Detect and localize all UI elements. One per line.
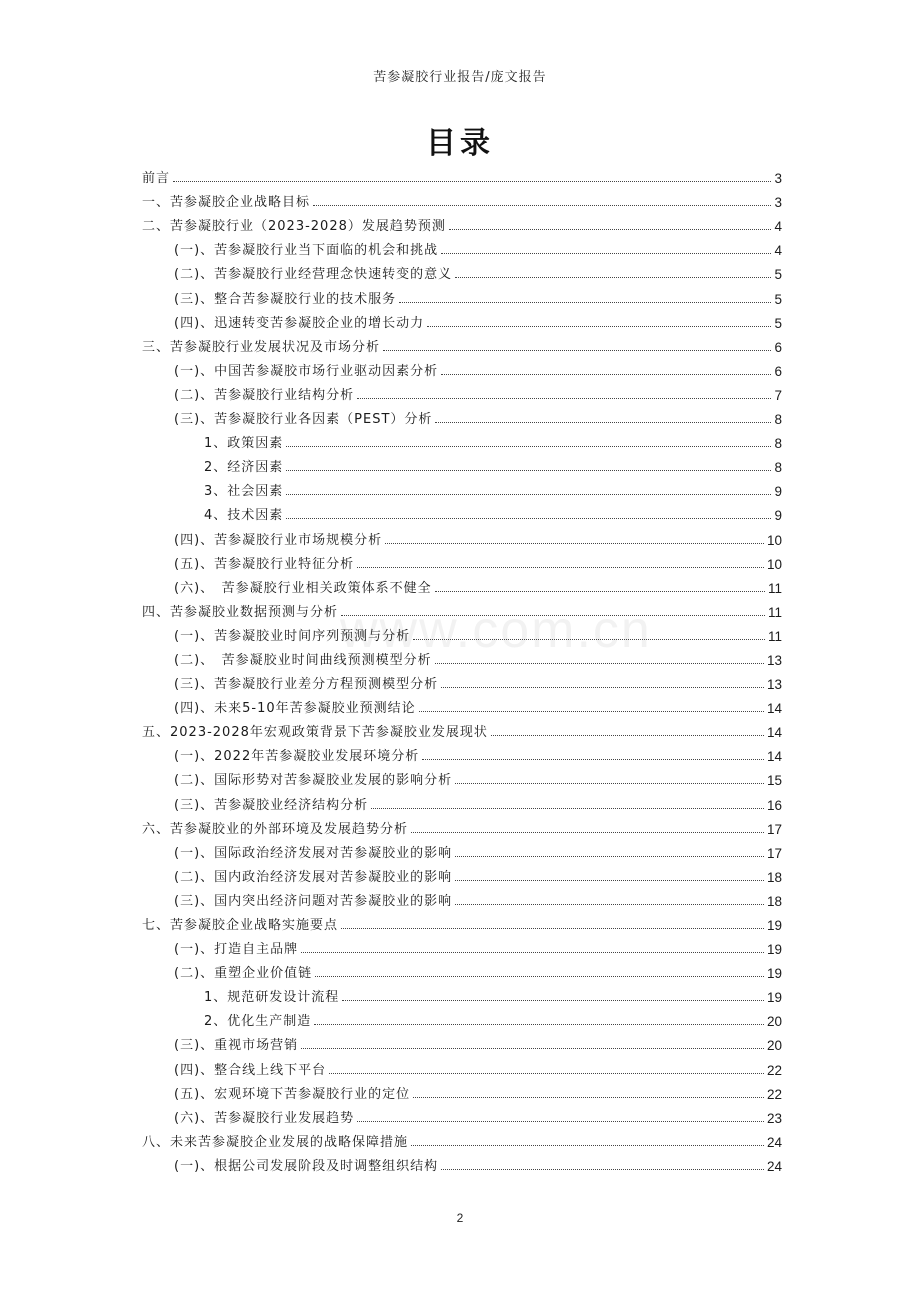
- toc-entry-page: 3: [774, 171, 782, 187]
- toc-entry[interactable]: [142, 740, 782, 764]
- watermark: www.com.cn: [340, 601, 652, 659]
- toc-entry[interactable]: [142, 307, 782, 331]
- toc-dot-leader: [314, 1024, 764, 1025]
- toc-entry[interactable]: [142, 788, 782, 812]
- toc-entry-label: 1、政策因素: [204, 436, 284, 452]
- toc-entry[interactable]: [142, 620, 782, 644]
- toc-entry[interactable]: [142, 258, 782, 282]
- toc-entry-label: (六)、苦参凝胶行业发展趋势: [174, 1110, 355, 1126]
- toc-entry[interactable]: [142, 186, 782, 210]
- toc-entry-label: (一)、打造自主品牌: [174, 942, 299, 958]
- toc-entry-label: 4、技术因素: [204, 508, 284, 524]
- toc-entry-page: 10: [766, 532, 782, 548]
- toc-entry-page: 17: [766, 821, 782, 837]
- toc-entry-label: (三)、苦参凝胶业经济结构分析: [174, 797, 369, 813]
- toc-entry[interactable]: [142, 427, 782, 451]
- toc-dot-leader: [301, 952, 764, 953]
- toc-dot-leader: [313, 205, 771, 206]
- toc-dot-leader: [455, 880, 764, 881]
- toc-entry-page: 5: [774, 315, 782, 331]
- toc-dot-leader: [286, 494, 771, 495]
- toc-entry-page: 18: [766, 869, 782, 885]
- toc-dot-leader: [315, 976, 764, 977]
- toc-entry-page: 19: [766, 942, 782, 958]
- toc-entry-label: (一)、根据公司发展阶段及时调整组织结构: [174, 1158, 439, 1174]
- toc-dot-leader: [342, 1000, 764, 1001]
- toc-entry[interactable]: [142, 1005, 782, 1029]
- toc-entry-page: 8: [774, 460, 782, 476]
- toc-dot-leader: [329, 1073, 764, 1074]
- toc-entry-page: 6: [774, 363, 782, 379]
- toc-dot-leader: [441, 374, 771, 375]
- toc-dot-leader: [449, 229, 772, 230]
- toc-entry[interactable]: [142, 1126, 782, 1150]
- toc-entry[interactable]: [142, 1102, 782, 1126]
- toc-entry-label: 前言: [142, 171, 171, 187]
- toc-entry-label: (四)、整合线上线下平台: [174, 1062, 327, 1078]
- toc-entry-page: 22: [766, 1086, 782, 1102]
- toc-entry[interactable]: [142, 234, 782, 258]
- toc-entry-label: (一)、苦参凝胶行业当下面临的机会和挑战: [174, 243, 439, 259]
- toc-entry[interactable]: [142, 499, 782, 523]
- toc-entry[interactable]: [142, 451, 782, 475]
- toc-entry-label: (五)、苦参凝胶行业特征分析: [174, 556, 355, 572]
- toc-entry[interactable]: [142, 981, 782, 1005]
- toc-entry-label: (四)、苦参凝胶行业市场规模分析: [174, 532, 383, 548]
- toc-entry-label: 八、未来苦参凝胶企业发展的战略保障措施: [142, 1134, 409, 1150]
- toc-entry-page: 4: [774, 243, 782, 259]
- toc-entry-page: 14: [766, 701, 782, 717]
- toc-dot-leader: [371, 808, 764, 809]
- toc-entry[interactable]: [142, 668, 782, 692]
- toc-entry[interactable]: [142, 403, 782, 427]
- toc-entry-page: 13: [766, 652, 782, 668]
- toc-dot-leader: [435, 591, 765, 592]
- toc-entry-page: 8: [774, 412, 782, 428]
- toc-entry[interactable]: [142, 644, 782, 668]
- toc-entry[interactable]: [142, 548, 782, 572]
- toc-entry-label: (六)、 苦参凝胶行业相关政策体系不健全: [174, 580, 432, 596]
- toc-entry-label: (三)、国内突出经济问题对苦参凝胶业的影响: [174, 893, 453, 909]
- toc-entry[interactable]: [142, 596, 782, 620]
- toc-dot-leader: [435, 422, 771, 423]
- toc-entry-page: 24: [766, 1158, 782, 1174]
- toc-entry[interactable]: [142, 885, 782, 909]
- toc-entry-label: (二)、国内政治经济发展对苦参凝胶业的影响: [174, 869, 453, 885]
- toc-entry[interactable]: [142, 1053, 782, 1077]
- toc-entry[interactable]: [142, 162, 782, 186]
- toc-entry-page: 15: [766, 773, 782, 789]
- toc-dot-leader: [441, 253, 771, 254]
- toc-dot-leader: [385, 543, 764, 544]
- toc-entry-label: (一)、国际政治经济发展对苦参凝胶业的影响: [174, 845, 453, 861]
- toc-entry-label: (二)、苦参凝胶行业结构分析: [174, 387, 355, 403]
- toc-dot-leader: [455, 904, 764, 905]
- toc-entry-page: 8: [774, 436, 782, 452]
- toc-entry-label: (三)、苦参凝胶行业各因素（PEST）分析: [174, 412, 433, 428]
- toc-dot-leader: [411, 1145, 764, 1146]
- toc-entry-page: 10: [766, 556, 782, 572]
- toc-dot-leader: [357, 567, 764, 568]
- toc-entry[interactable]: [142, 475, 782, 499]
- toc-entry-page: 14: [766, 749, 782, 765]
- toc-entry-page: 16: [766, 797, 782, 813]
- toc-entry-page: 11: [767, 628, 782, 644]
- toc-entry[interactable]: [142, 1150, 782, 1174]
- toc-entry-label: 二、苦参凝胶行业（2023-2028）发展趋势预测: [142, 219, 446, 235]
- toc-entry[interactable]: [142, 523, 782, 547]
- toc-dot-leader: [286, 446, 771, 447]
- table-of-contents: [142, 162, 782, 1174]
- toc-entry-page: 5: [774, 291, 782, 307]
- toc-entry[interactable]: [142, 210, 782, 234]
- toc-dot-leader: [413, 639, 765, 640]
- toc-entry-page: 13: [766, 677, 782, 693]
- toc-dot-leader: [357, 398, 771, 399]
- page-title: 目录: [426, 126, 494, 161]
- toc-dot-leader: [455, 856, 764, 857]
- toc-entry-label: (二)、苦参凝胶行业经营理念快速转变的意义: [174, 267, 453, 283]
- toc-entry[interactable]: [142, 1029, 782, 1053]
- toc-entry-label: (一)、苦参凝胶业时间序列预测与分析: [174, 628, 411, 644]
- toc-entry-page: 9: [774, 508, 782, 524]
- toc-entry-page: 4: [774, 219, 782, 235]
- toc-dot-leader: [455, 783, 764, 784]
- toc-dot-leader: [427, 326, 771, 327]
- toc-entry-label: 五、2023-2028年宏观政策背景下苦参凝胶业发展现状: [142, 725, 488, 741]
- toc-entry-label: (一)、2022年苦参凝胶业发展环境分析: [174, 749, 420, 765]
- toc-entry-label: 1、规范研发设计流程: [204, 990, 340, 1006]
- toc-entry-page: 19: [766, 966, 782, 982]
- toc-entry-page: 19: [766, 918, 782, 933]
- toc-entry-page: 14: [766, 725, 782, 741]
- toc-entry-label: 六、苦参凝胶业的外部环境及发展趋势分析: [142, 821, 409, 837]
- toc-entry-page: 11: [767, 604, 782, 620]
- toc-entry-page: 9: [774, 484, 782, 500]
- toc-entry-label: (四)、迅速转变苦参凝胶企业的增长动力: [174, 315, 425, 331]
- toc-entry-label: (五)、宏观环境下苦参凝胶行业的定位: [174, 1086, 411, 1102]
- toc-dot-leader: [491, 735, 764, 736]
- toc-entry[interactable]: [142, 692, 782, 716]
- toc-entry-page: 19: [766, 990, 782, 1006]
- toc-entry[interactable]: [142, 933, 782, 957]
- toc-dot-leader: [357, 1121, 764, 1122]
- toc-entry-page: 11: [767, 580, 782, 596]
- toc-entry-label: (一)、中国苦参凝胶市场行业驱动因素分析: [174, 363, 439, 379]
- toc-entry-page: 3: [774, 195, 782, 211]
- toc-entry[interactable]: [142, 909, 782, 933]
- toc-entry[interactable]: [142, 379, 782, 403]
- toc-dot-leader: [455, 277, 771, 278]
- toc-entry[interactable]: [142, 716, 782, 740]
- toc-entry-page: 7: [774, 387, 782, 403]
- toc-dot-leader: [286, 470, 771, 471]
- toc-entry[interactable]: [142, 813, 782, 837]
- toc-dot-leader: [301, 1048, 764, 1049]
- toc-entry-label: (四)、未来5-10年苦参凝胶业预测结论: [174, 701, 416, 717]
- toc-dot-leader: [441, 1169, 764, 1170]
- page-number: 2: [456, 1211, 464, 1225]
- toc-entry-label: 3、社会因素: [204, 484, 284, 500]
- toc-dot-leader: [286, 518, 771, 519]
- toc-entry[interactable]: [142, 572, 782, 596]
- toc-entry[interactable]: [142, 837, 782, 861]
- toc-entry-page: 22: [766, 1062, 782, 1078]
- page-header: 苦参凝胶行业报告/庞文报告: [373, 70, 547, 85]
- toc-entry-label: (二)、国际形势对苦参凝胶业发展的影响分析: [174, 773, 453, 789]
- toc-entry-label: 2、优化生产制造: [204, 1014, 312, 1030]
- toc-entry-label: 一、苦参凝胶企业战略目标: [142, 195, 311, 211]
- toc-entry-label: (三)、苦参凝胶行业差分方程预测模型分析: [174, 677, 439, 693]
- toc-entry-page: 17: [766, 845, 782, 861]
- toc-dot-leader: [441, 687, 764, 688]
- toc-entry-label: (三)、重视市场营销: [174, 1038, 299, 1054]
- toc-entry-page: 5: [774, 267, 782, 283]
- toc-entry[interactable]: [142, 1078, 782, 1102]
- toc-dot-leader: [399, 302, 771, 303]
- toc-entry-page: 18: [766, 893, 782, 909]
- toc-dot-leader: [383, 350, 771, 351]
- toc-entry[interactable]: [142, 764, 782, 788]
- toc-dot-leader: [435, 663, 764, 664]
- toc-dot-leader: [173, 181, 771, 182]
- toc-entry[interactable]: [142, 282, 782, 306]
- toc-entry[interactable]: [142, 861, 782, 885]
- toc-entry-label: 2、经济因素: [204, 460, 284, 476]
- toc-entry-page: 23: [766, 1110, 782, 1126]
- toc-entry-page: 20: [766, 1014, 782, 1030]
- toc-dot-leader: [341, 928, 764, 929]
- toc-entry-page: 6: [774, 339, 782, 355]
- toc-entry-label: 三、苦参凝胶行业发展状况及市场分析: [142, 339, 381, 355]
- toc-entry-label: (三)、整合苦参凝胶行业的技术服务: [174, 291, 397, 307]
- toc-dot-leader: [413, 1097, 764, 1098]
- toc-dot-leader: [419, 711, 764, 712]
- toc-entry-label: (二)、 苦参凝胶业时间曲线预测模型分析: [174, 652, 432, 668]
- toc-entry[interactable]: [142, 355, 782, 379]
- toc-dot-leader: [422, 759, 764, 760]
- toc-entry-label: 七、苦参凝胶企业战略实施要点: [142, 918, 339, 933]
- toc-entry[interactable]: [142, 957, 782, 981]
- toc-entry-label: 四、苦参凝胶业数据预测与分析: [142, 604, 339, 620]
- toc-entry-page: 20: [766, 1038, 782, 1054]
- toc-entry[interactable]: [142, 331, 782, 355]
- toc-dot-leader: [341, 615, 765, 616]
- toc-entry-label: (二)、重塑企业价值链: [174, 966, 313, 982]
- toc-dot-leader: [411, 832, 764, 833]
- toc-entry-page: 24: [766, 1134, 782, 1150]
